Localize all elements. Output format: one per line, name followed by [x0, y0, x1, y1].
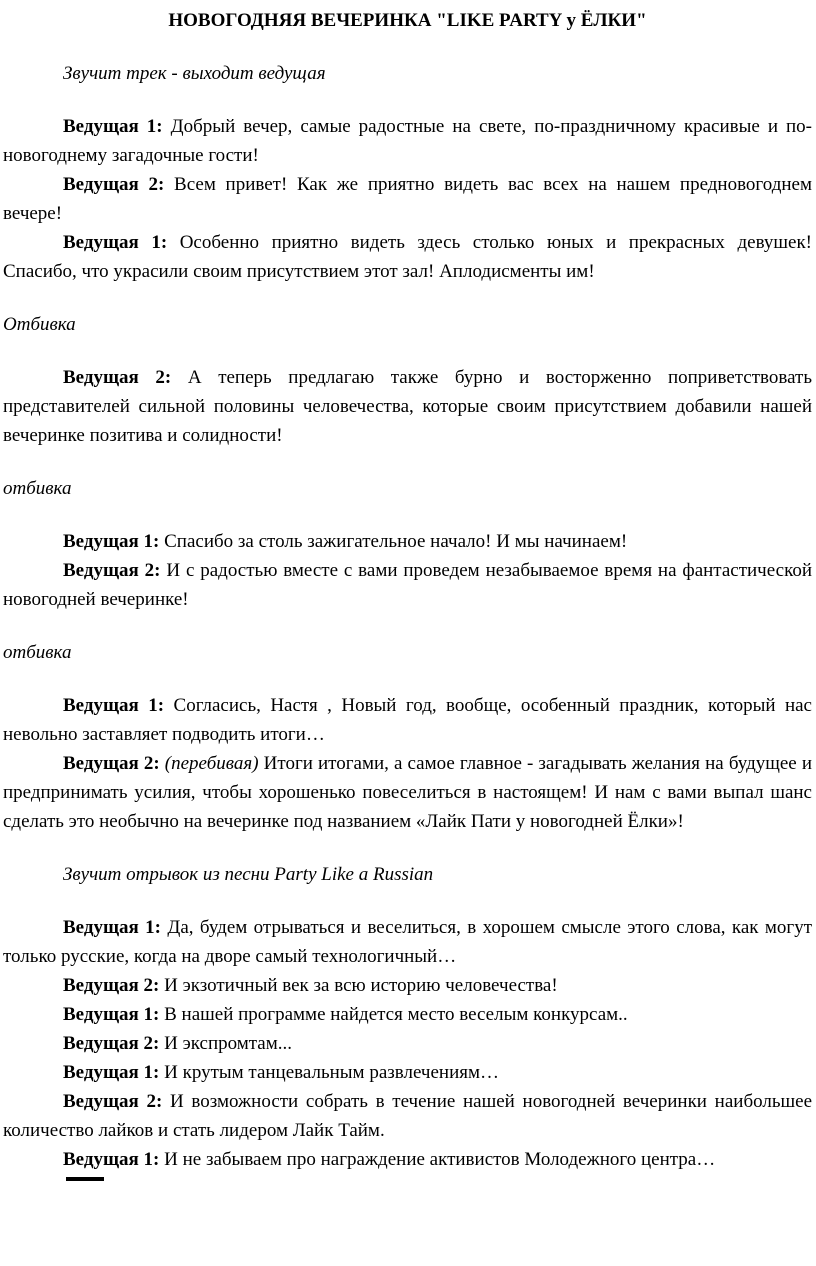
dialogue-paragraph [3, 527, 812, 556]
stage-direction [3, 860, 812, 889]
dialogue-text: И возможности собрать в течение нашей новогодней вечеринки наибольшее количество лайков и стать лидером Лайк Тайм. [3, 1091, 812, 1141]
dialogue-paragraph [3, 691, 812, 749]
stage-text: Звучит отрывок из песни Party Like a Russian [63, 864, 434, 885]
speaker-label: Ведущая 1: [63, 1062, 160, 1083]
clipped-next-line-fragment [66, 1177, 104, 1181]
stage-note: (перебивая) [164, 753, 259, 774]
stage-direction [3, 474, 812, 503]
stage-direction [3, 310, 812, 339]
dialogue-text: В нашей программе найдется место веселым конкурсам.. [164, 1004, 628, 1025]
dialogue-text: И экзотичный век за всю историю человечества! [164, 975, 558, 996]
speaker-label: Ведущая 2: [63, 975, 160, 996]
stage-direction [3, 638, 812, 667]
stage-text: отбивка [3, 642, 72, 663]
document-title: НОВОГОДНЯЯ ВЕЧЕРИНКА "LIKE PARTY у ЁЛКИ" [168, 10, 647, 31]
speaker-label: Ведущая 1: [63, 116, 163, 137]
speaker-label: Ведущая 2: [63, 174, 165, 195]
dialogue-paragraph [3, 1145, 812, 1174]
dialogue-paragraph [3, 971, 812, 1000]
speaker-label: Ведущая 1: [63, 917, 161, 938]
speaker-label: Ведущая 1: [63, 695, 165, 716]
dialogue-paragraph [3, 1087, 812, 1145]
stage-text: Звучит трек - выходит ведущая [63, 63, 326, 84]
stage-text: отбивка [3, 478, 72, 499]
dialogue-paragraph [3, 228, 812, 286]
speaker-label: Ведущая 2: [63, 1033, 160, 1054]
dialogue-paragraph [3, 170, 812, 228]
dialogue-text: Спасибо за столь зажигательное начало! И мы начинаем! [164, 531, 628, 552]
dialogue-text: А теперь предлагаю также бурно и восторженно поприветствовать представителей сильной половины человечества, которые своим присутствием добавили нашей вечеринке позитива и солидности! [3, 367, 813, 446]
stage-text: Отбивка [3, 314, 76, 335]
speaker-label: Ведущая 2: [63, 560, 161, 581]
dialogue-text: Добрый вечер, самые радостные на свете, по-праздничному красивые и по-новогоднему загадочные гости! [3, 116, 812, 166]
dialogue-paragraph [3, 913, 812, 971]
dialogue-paragraph [3, 1058, 812, 1087]
dialogue-text: И крутым танцевальным развлечениям… [164, 1062, 500, 1083]
speaker-label: Ведущая 2: [63, 753, 160, 774]
document-body [3, 59, 812, 1174]
dialogue-text: Итоги итогами, а самое главное - загадывать желания на будущее и предпринимать усилия, чтобы хорошенько повеселиться в настоящем! И нам с вами выпал шанс сделать это необычно на вечеринке под названием «Лайк Пати у новогодней Ёлки»! [3, 753, 812, 832]
dialogue-paragraph [3, 112, 812, 170]
stage-direction [3, 59, 812, 88]
speaker-label: Ведущая 1: [63, 1004, 160, 1025]
speaker-label: Ведущая 2: [63, 1091, 163, 1112]
speaker-label: Ведущая 1: [63, 232, 168, 253]
dialogue-paragraph [3, 556, 812, 614]
dialogue-text: Особенно приятно видеть здесь столько юных и прекрасных девушек! Спасибо, что украсили своим присутствием этот зал! Аплодисменты им! [3, 232, 813, 282]
speaker-label: Ведущая 1: [63, 1149, 160, 1170]
dialogue-text: Всем привет! Как же приятно видеть вас всех на нашем предновогоднем вечере! [3, 174, 812, 224]
speaker-label: Ведущая 1: [63, 531, 160, 552]
speaker-label: Ведущая 2: [63, 367, 172, 388]
dialogue-paragraph [3, 1029, 812, 1058]
dialogue-text: Да, будем отрываться и веселиться, в хорошем смысле этого слова, как могут только русские, когда на дворе самый технологичный… [3, 917, 812, 967]
dialogue-paragraph [3, 749, 812, 836]
dialogue-text: И не забываем про награждение активистов Молодежного центра… [164, 1149, 716, 1170]
dialogue-text: И экспромтам... [164, 1033, 293, 1054]
dialogue-paragraph [3, 363, 812, 450]
dialogue-text: И с радостью вместе с вами проведем незабываемое время на фантастической новогодней вечеринке! [3, 560, 813, 610]
dialogue-text: Согласись, Настя , Новый год, вообще, особенный праздник, который нас невольно заставляет подводить итоги… [3, 695, 812, 745]
dialogue-paragraph [3, 1000, 812, 1029]
